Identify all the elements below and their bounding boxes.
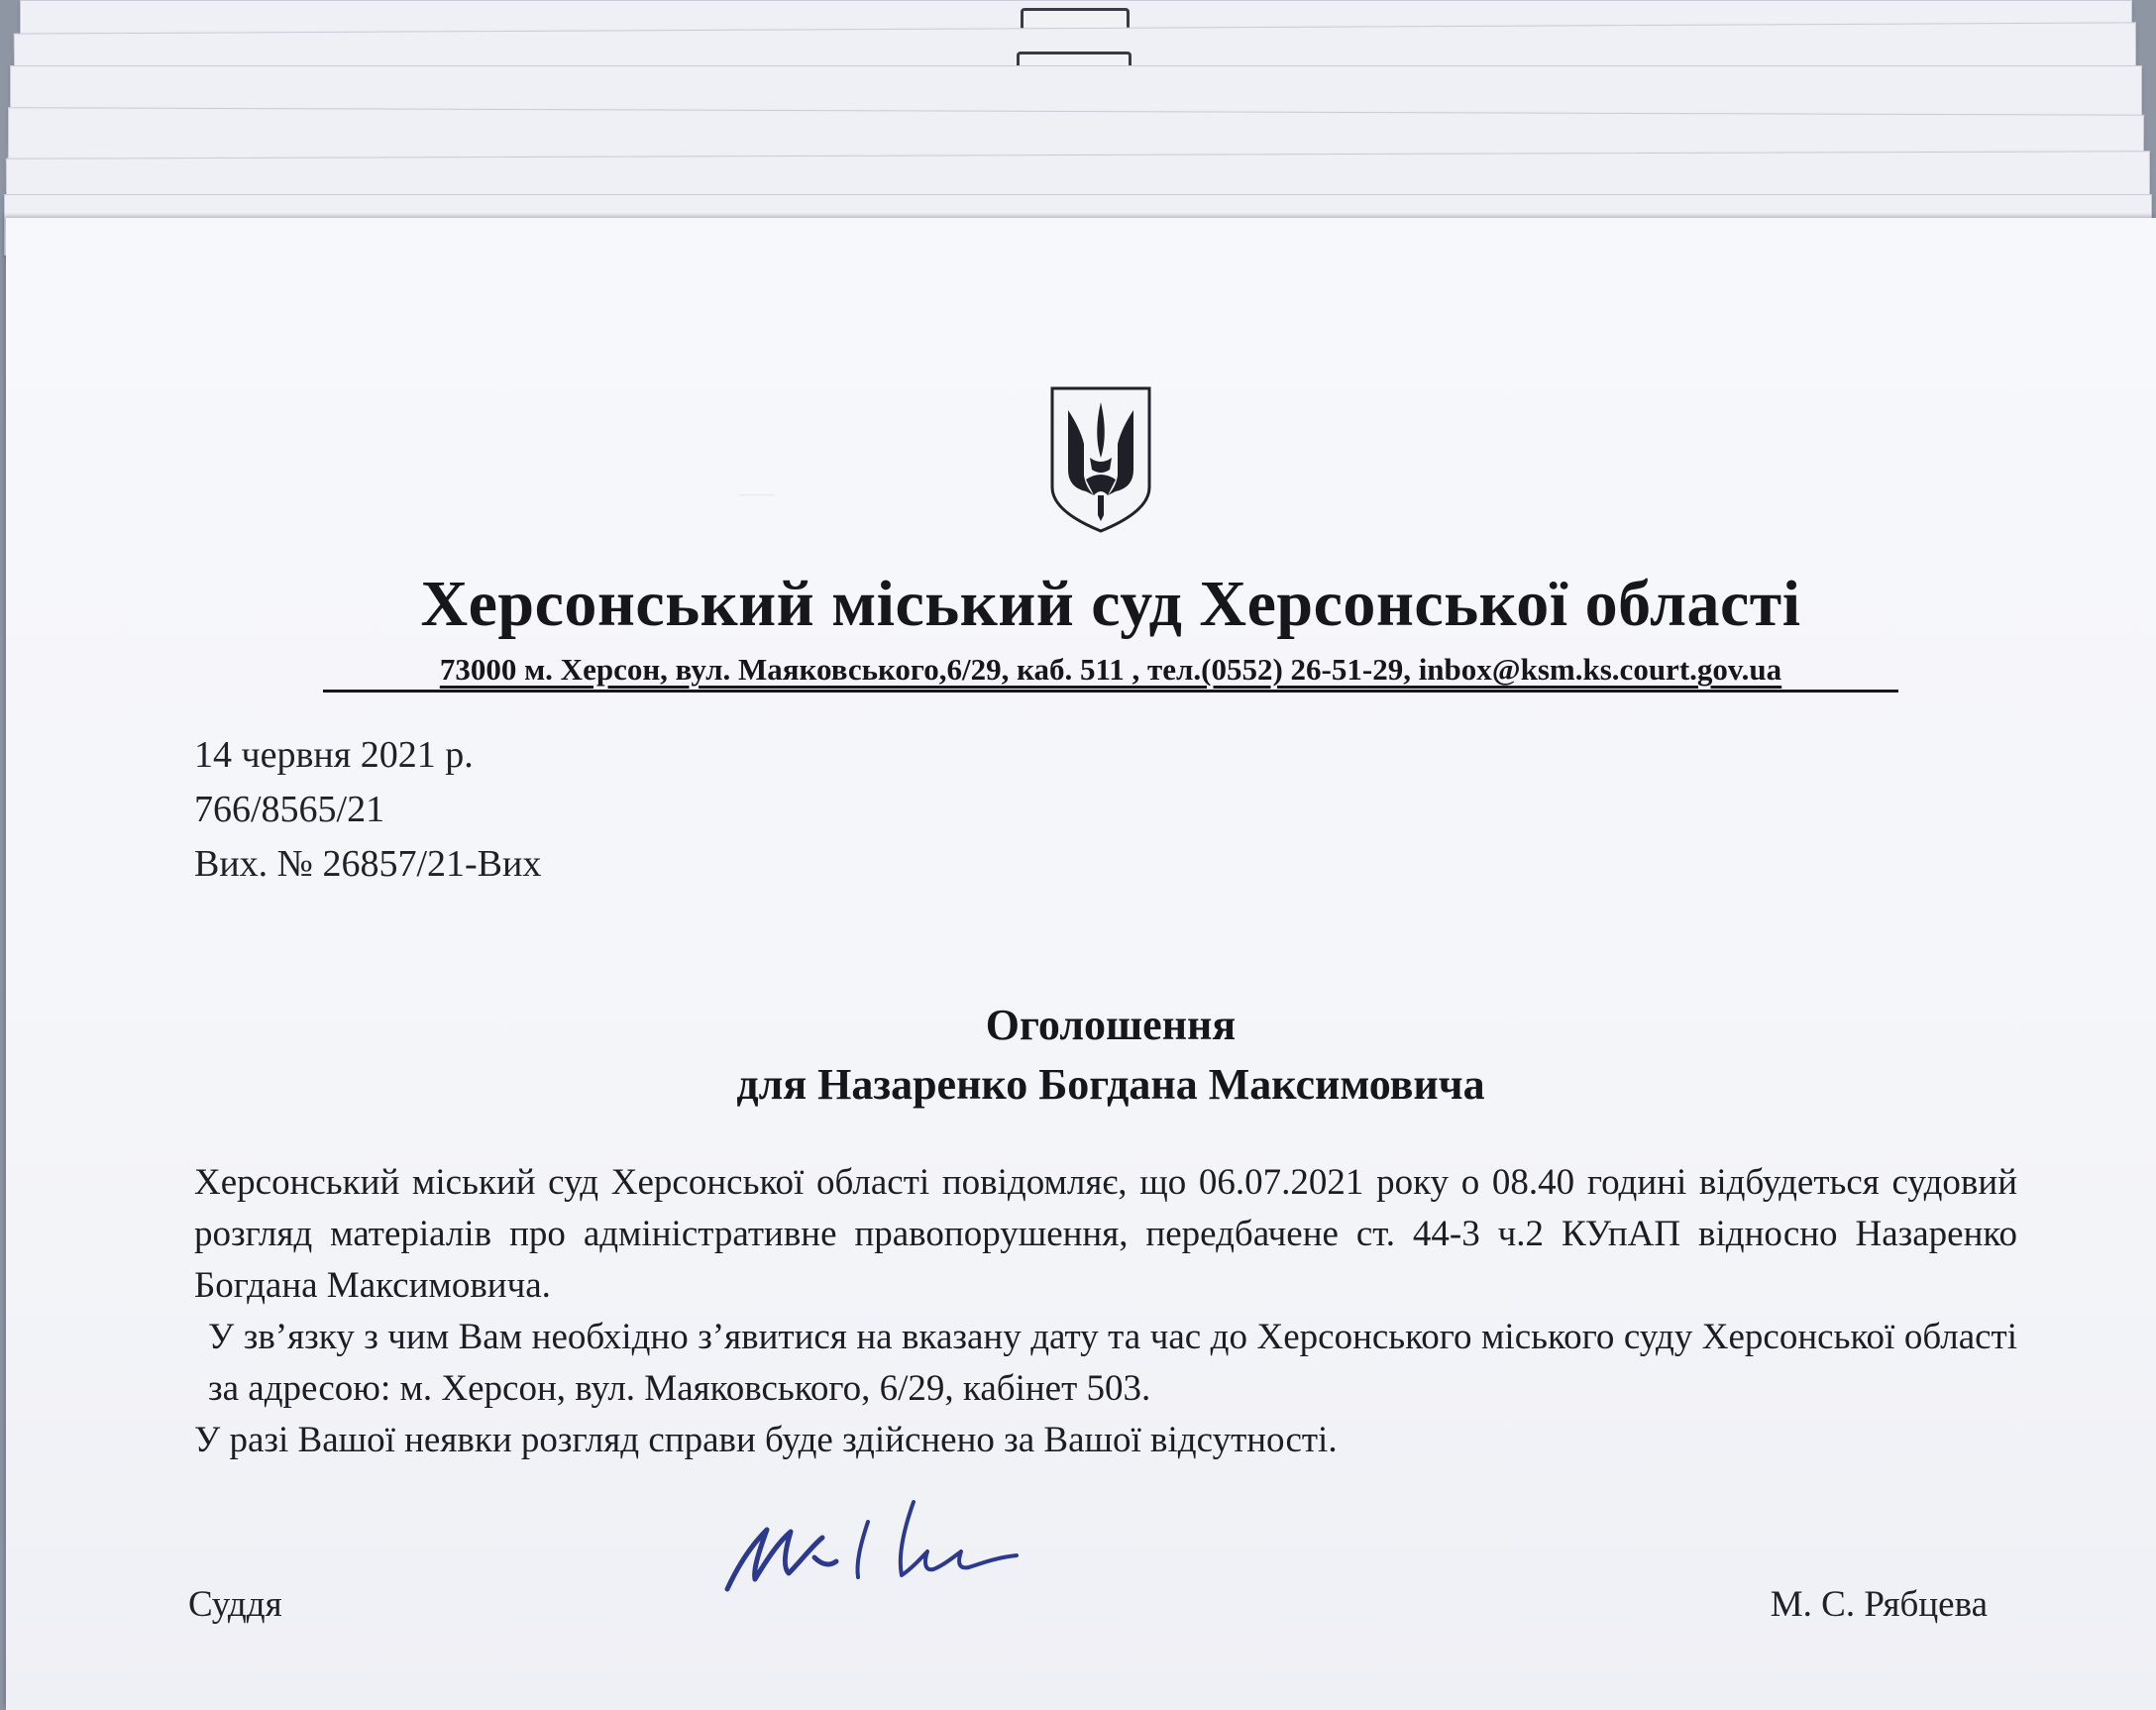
body-paragraph: У разі Вашої неявки розгляд справи буде здійснено за Вашої відсутності. <box>194 1420 1338 1460</box>
notice-recipient: для Назаренко Богдана Максимовича <box>736 1060 1485 1109</box>
document-sheet <box>6 218 2156 1710</box>
bleed-through-text: — <box>739 472 775 511</box>
document-date: 14 червня 2021 р. <box>194 734 474 776</box>
body-paragraph: Херсонський міський суд Херсонської області повідомляє, що 06.07.2021 року о 08.40 годині відбудеться судовий розгляд матеріалів про адміністративне правопорушення, передбачене ст. 44-3 ч.2 КУпАП відносно Назаренко Богдана Максимовича. <box>194 1162 2017 1306</box>
handwritten-signature <box>719 1482 1036 1601</box>
notice-heading <box>6 996 2156 1115</box>
document-meta <box>194 728 541 892</box>
body-paragraph: У зв’язку з чим Вам необхідно з’явитися на вказану дату та час до Херсонського міського суду Херсонської області за адресою: м. Херсон, вул. Маяковського, 6/29, кабінет 503. <box>208 1317 2017 1409</box>
court-address-line: 73000 м. Херсон, вул. Маяковського,6/29, каб. 511 , тел.(0552) 26-51-29, inbox@ksm.ks.court.gov.ua <box>323 652 1898 693</box>
coat-of-arms-icon <box>1046 384 1155 535</box>
court-name-heading: Херсонський міський суд Херсонської області <box>420 568 1801 640</box>
case-number: 766/8565/21 <box>194 789 385 830</box>
judge-title: Суддя <box>188 1584 282 1625</box>
outgoing-number: Вих. № 26857/21-Вих <box>194 843 542 885</box>
notice-body <box>194 1157 2017 1466</box>
judge-name: М. С. Рябцева <box>1770 1584 1988 1625</box>
notice-title: Оголошення <box>985 1001 1237 1049</box>
